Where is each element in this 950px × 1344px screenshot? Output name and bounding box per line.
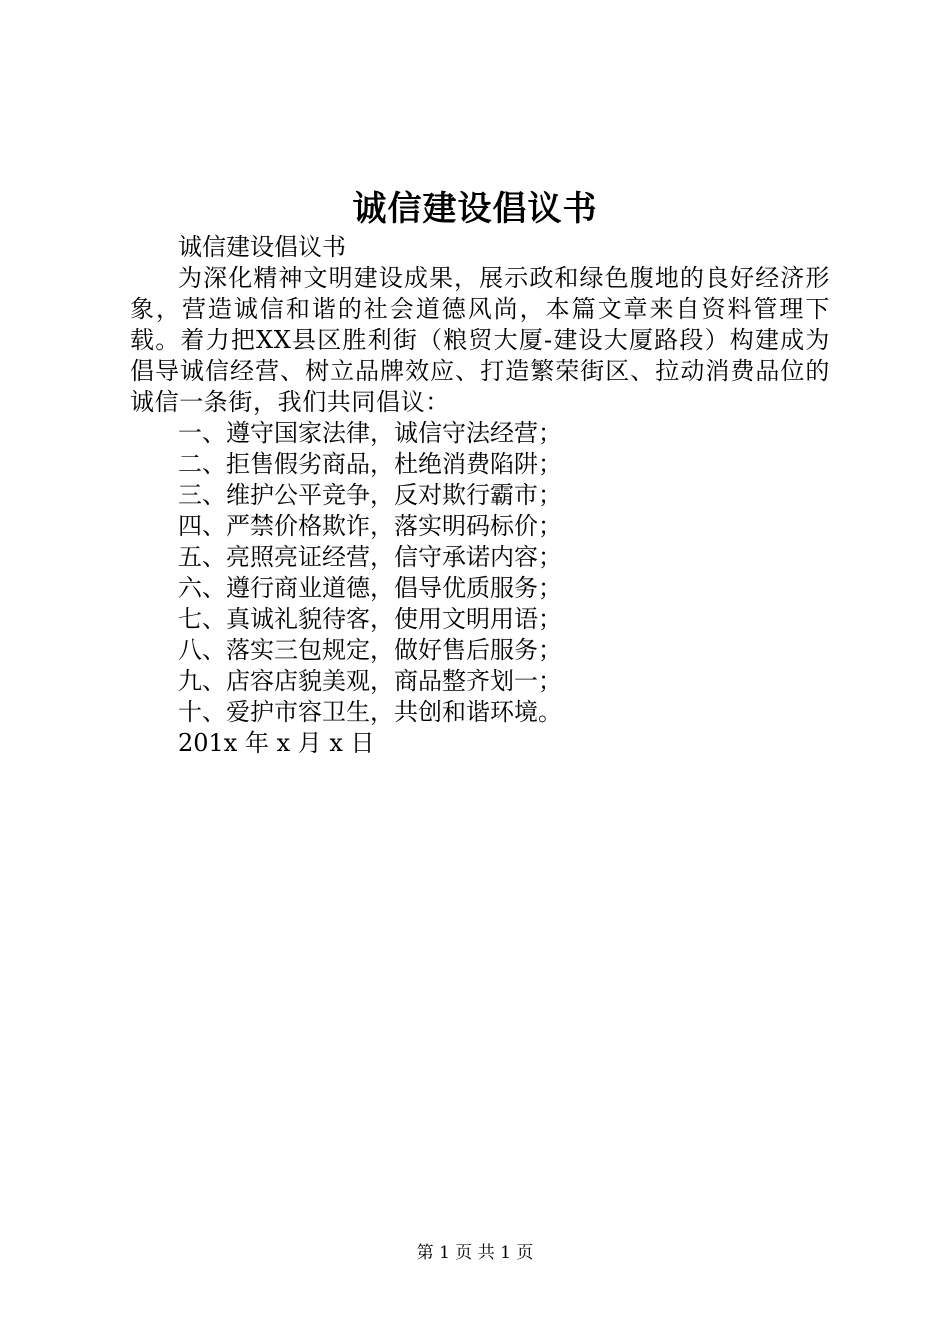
proposal-item-10: 十、爱护市容卫生，共创和谐环境。 [178,698,562,726]
document-title: 诚信建设倡议书 [352,189,598,229]
document-subtitle: 诚信建设倡议书 [178,233,346,261]
proposal-item-6: 六、遵行商业道德，倡导优质服务； [178,574,562,602]
proposal-item-9: 九、店容店貌美观，商品整齐划一； [178,667,562,695]
proposal-item-4: 四、严禁价格欺诈，落实明码标价； [178,512,562,540]
page-footer: 第 1 页 共 1 页 [416,1243,534,1263]
document-date: 201x 年 x 月 x 日 [178,729,375,757]
proposal-item-3: 三、维护公平竞争，反对欺行霸市； [178,481,562,509]
proposal-item-7: 七、真诚礼貌待客，使用文明用语； [178,605,562,633]
proposal-item-1: 一、遵守国家法律，诚信守法经营； [178,419,562,447]
proposal-item-2: 二、拒售假劣商品，杜绝消费陷阱； [178,450,562,478]
document-body [130,232,830,759]
intro-paragraph: 为深化精神文明建设成果，展示政和绿色腹地的良好经济形象，营造诚信和谐的社会道德风尚，本篇文章来自资料管理下载。着力把XX县区胜利街（粮贸大厦-建设大厦路段）构建成为倡导诚信经营、树立品牌效应、打造繁荣街区、拉动消费品位的诚信一条街，我们共同倡议： [130,264,830,416]
proposal-item-8: 八、落实三包规定，做好售后服务； [178,636,562,664]
proposal-item-5: 五、亮照亮证经营，信守承诺内容； [178,543,562,571]
